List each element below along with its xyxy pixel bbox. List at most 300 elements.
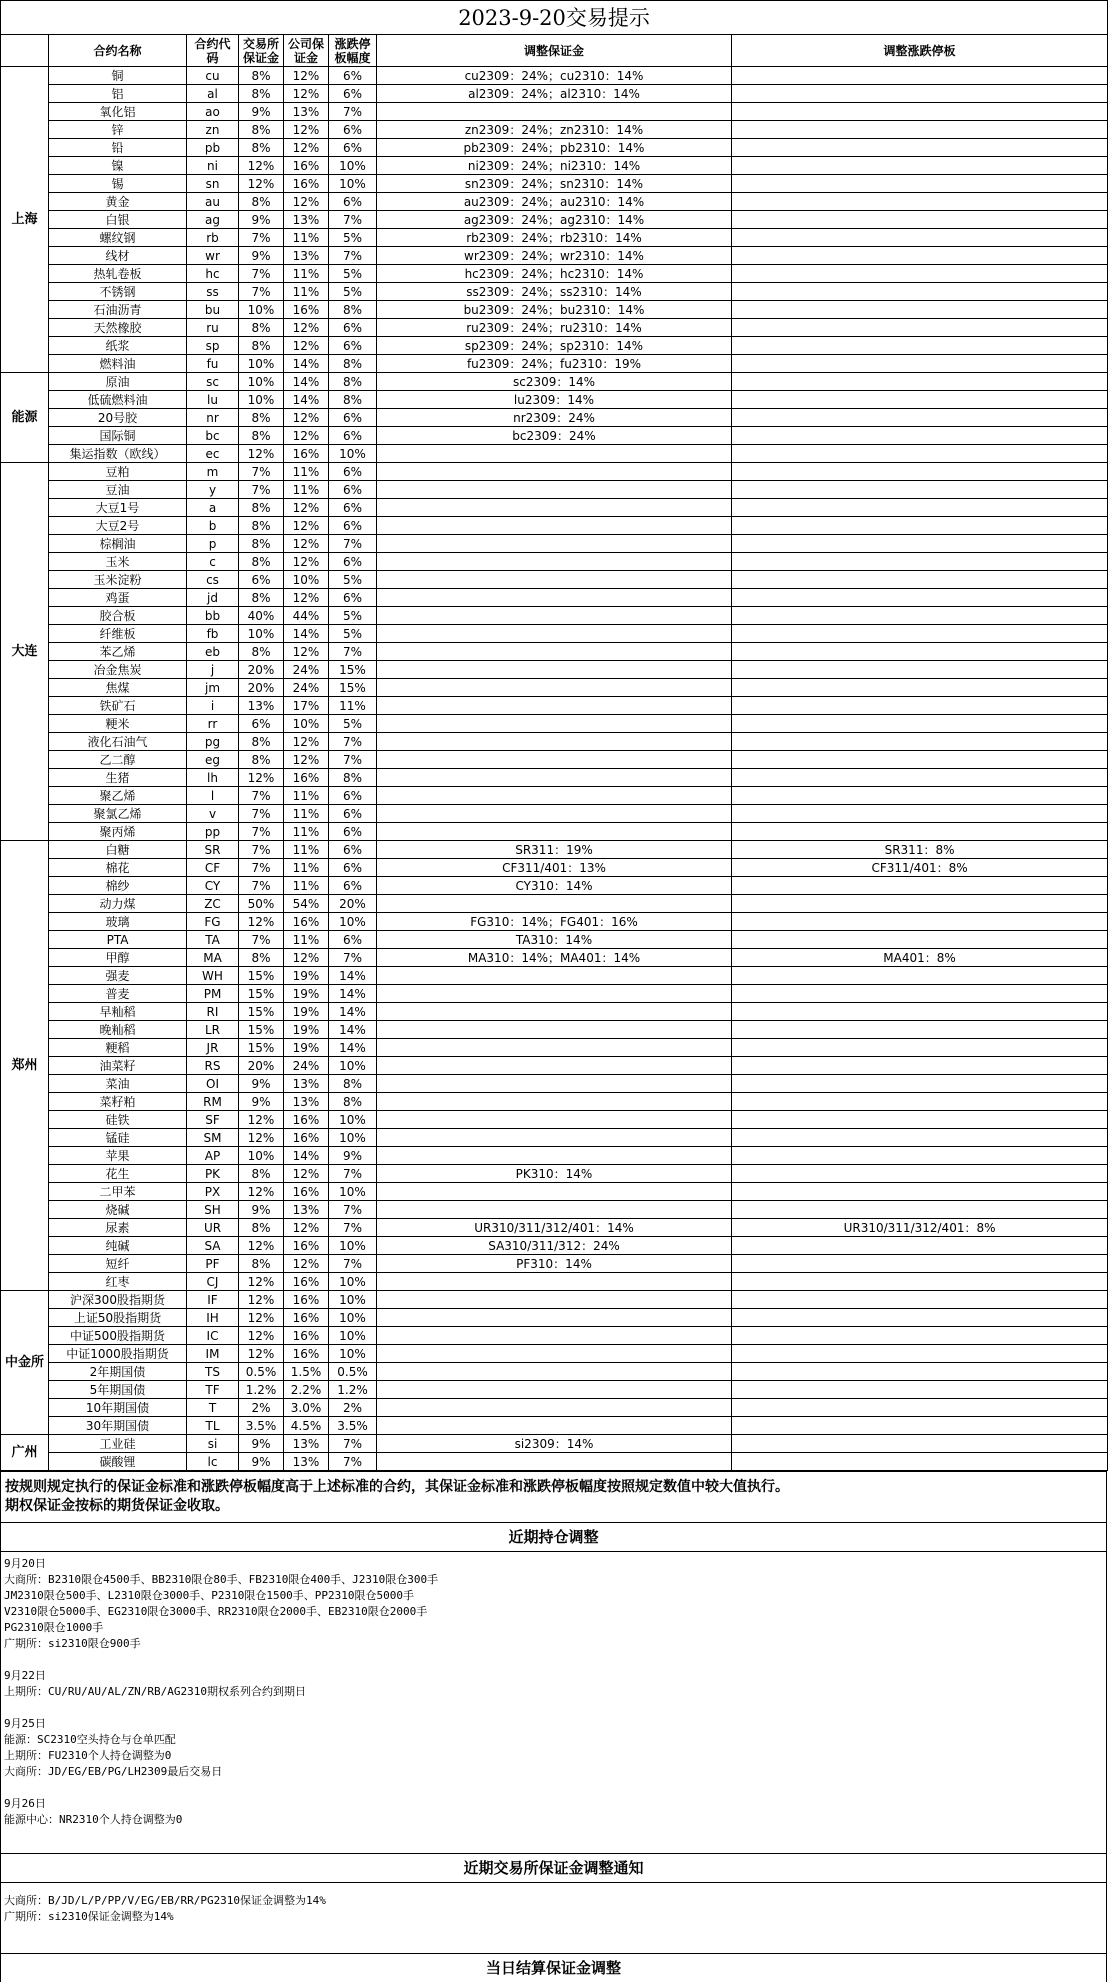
price-limit-cell: 7%	[329, 1453, 377, 1471]
price-limit-cell: 7%	[329, 751, 377, 769]
adjusted-margin-cell: PK310：14%	[377, 1165, 732, 1183]
adjusted-margin-cell: ss2309：24%；ss2310：14%	[377, 283, 732, 301]
positions-line: 上期所：CU/RU/AU/AL/ZN/RB/AG2310期权系列合约到期日	[4, 1684, 1103, 1700]
adjusted-margin-cell: sp2309：24%；sp2310：14%	[377, 337, 732, 355]
exchange-margin-cell: 8%	[239, 139, 284, 157]
adjusted-limit-cell	[732, 769, 1108, 787]
contract-row	[1, 391, 1108, 409]
exchange-margin-cell: 13%	[239, 697, 284, 715]
contract-name-cell: 硅铁	[49, 1111, 187, 1129]
company-margin-cell: 11%	[284, 283, 329, 301]
contract-name-cell: 焦煤	[49, 679, 187, 697]
price-limit-cell: 8%	[329, 355, 377, 373]
contract-name-cell: PTA	[49, 931, 187, 949]
contract-name-cell: 冶金焦炭	[49, 661, 187, 679]
company-margin-cell: 14%	[284, 625, 329, 643]
company-margin-cell: 12%	[284, 337, 329, 355]
adjusted-limit-cell	[732, 1201, 1108, 1219]
adjusted-margin-cell	[377, 463, 732, 481]
adjusted-margin-cell: sc2309：14%	[377, 373, 732, 391]
adjusted-margin-cell: CF311/401：13%	[377, 859, 732, 877]
header-contract-name: 合约名称	[49, 35, 187, 67]
contract-row	[1, 1291, 1108, 1309]
contract-name-cell: 锌	[49, 121, 187, 139]
adjusted-margin-cell	[377, 1129, 732, 1147]
contract-row	[1, 1399, 1108, 1417]
contract-name-cell: 普麦	[49, 985, 187, 1003]
contract-name-cell: 棉纱	[49, 877, 187, 895]
contract-code-cell: b	[187, 517, 239, 535]
contract-name-cell: 乙二醇	[49, 751, 187, 769]
company-margin-cell: 44%	[284, 607, 329, 625]
contract-code-cell: IH	[187, 1309, 239, 1327]
positions-line: PG2310限仓1000手	[4, 1620, 1103, 1636]
adjusted-limit-cell	[732, 247, 1108, 265]
adjusted-margin-cell	[377, 985, 732, 1003]
positions-section-title: 近期持仓调整	[1, 1523, 1107, 1552]
adjusted-limit-cell	[732, 571, 1108, 589]
contract-row	[1, 517, 1108, 535]
exchange-margin-cell: 8%	[239, 67, 284, 85]
adjusted-limit-cell	[732, 103, 1108, 121]
contract-row	[1, 913, 1108, 931]
contract-name-cell: 镍	[49, 157, 187, 175]
contract-name-cell: 聚氯乙烯	[49, 805, 187, 823]
contract-row	[1, 1093, 1108, 1111]
exchange-region-cell: 大连	[1, 463, 49, 841]
contract-code-cell: c	[187, 553, 239, 571]
exchange-margin-cell: 12%	[239, 1129, 284, 1147]
price-limit-cell: 14%	[329, 1039, 377, 1057]
adjusted-limit-cell	[732, 337, 1108, 355]
adjusted-margin-cell	[377, 1327, 732, 1345]
adjusted-margin-cell: SR311：19%	[377, 841, 732, 859]
company-margin-cell: 13%	[284, 103, 329, 121]
adjusted-margin-cell	[377, 1183, 732, 1201]
price-limit-cell: 14%	[329, 967, 377, 985]
price-limit-cell: 5%	[329, 265, 377, 283]
price-limit-cell: 7%	[329, 1165, 377, 1183]
company-margin-cell: 11%	[284, 841, 329, 859]
contract-code-cell: al	[187, 85, 239, 103]
company-margin-cell: 19%	[284, 1021, 329, 1039]
adjusted-margin-cell	[377, 823, 732, 841]
company-margin-cell: 12%	[284, 1219, 329, 1237]
contract-row	[1, 1327, 1108, 1345]
contract-code-cell: RS	[187, 1057, 239, 1075]
company-margin-cell: 12%	[284, 121, 329, 139]
company-margin-cell: 12%	[284, 589, 329, 607]
contract-code-cell: PK	[187, 1165, 239, 1183]
contract-code-cell: wr	[187, 247, 239, 265]
adjusted-margin-cell	[377, 1021, 732, 1039]
exchange-margin-cell: 10%	[239, 625, 284, 643]
adjusted-limit-cell	[732, 733, 1108, 751]
contract-code-cell: nr	[187, 409, 239, 427]
price-limit-cell: 7%	[329, 643, 377, 661]
exchange-margin-cell: 12%	[239, 175, 284, 193]
adjusted-margin-cell	[377, 1201, 732, 1219]
price-limit-cell: 6%	[329, 319, 377, 337]
price-limit-cell: 10%	[329, 1183, 377, 1201]
contract-code-cell: v	[187, 805, 239, 823]
company-margin-cell: 11%	[284, 877, 329, 895]
adjusted-margin-cell	[377, 697, 732, 715]
price-limit-cell: 10%	[329, 1273, 377, 1291]
exchange-margin-cell: 12%	[239, 1345, 284, 1363]
contract-row	[1, 283, 1108, 301]
company-margin-cell: 16%	[284, 1291, 329, 1309]
exchange-margin-cell: 7%	[239, 463, 284, 481]
adjusted-margin-cell	[377, 967, 732, 985]
price-limit-cell: 8%	[329, 1093, 377, 1111]
contract-code-cell: pp	[187, 823, 239, 841]
contract-code-cell: ag	[187, 211, 239, 229]
contract-name-cell: 菜油	[49, 1075, 187, 1093]
company-margin-cell: 10%	[284, 715, 329, 733]
contract-code-cell: y	[187, 481, 239, 499]
company-margin-cell: 19%	[284, 1039, 329, 1057]
contract-row	[1, 193, 1108, 211]
contract-code-cell: SA	[187, 1237, 239, 1255]
company-margin-cell: 12%	[284, 517, 329, 535]
exchange-margin-cell: 10%	[239, 391, 284, 409]
contract-code-cell: UR	[187, 1219, 239, 1237]
price-limit-cell: 5%	[329, 283, 377, 301]
adjusted-limit-cell	[732, 607, 1108, 625]
price-limit-cell: 9%	[329, 1147, 377, 1165]
adjusted-limit-cell	[732, 715, 1108, 733]
adjusted-limit-cell	[732, 967, 1108, 985]
company-margin-cell: 11%	[284, 787, 329, 805]
adjusted-margin-cell: au2309：24%；au2310：14%	[377, 193, 732, 211]
contract-row	[1, 1381, 1108, 1399]
company-margin-cell: 14%	[284, 1147, 329, 1165]
adjusted-limit-cell	[732, 193, 1108, 211]
contract-name-cell: 上证50股指期货	[49, 1309, 187, 1327]
contract-name-cell: 花生	[49, 1165, 187, 1183]
contract-name-cell: 铝	[49, 85, 187, 103]
contract-row	[1, 787, 1108, 805]
company-margin-cell: 19%	[284, 967, 329, 985]
price-limit-cell: 0.5%	[329, 1363, 377, 1381]
adjusted-margin-cell	[377, 1111, 732, 1129]
contract-row	[1, 733, 1108, 751]
positions-paragraph	[4, 1716, 1103, 1780]
contract-row	[1, 1435, 1108, 1453]
price-limit-cell: 6%	[329, 193, 377, 211]
adjusted-margin-cell	[377, 1003, 732, 1021]
contract-name-cell: 天然橡胶	[49, 319, 187, 337]
contract-row	[1, 1273, 1108, 1291]
contract-row	[1, 535, 1108, 553]
price-limit-cell: 14%	[329, 1003, 377, 1021]
adjusted-limit-cell	[732, 1237, 1108, 1255]
adjusted-limit-cell	[732, 1399, 1108, 1417]
contract-code-cell: jm	[187, 679, 239, 697]
adjusted-limit-cell	[732, 1075, 1108, 1093]
adjusted-margin-cell: ru2309：24%；ru2310：14%	[377, 319, 732, 337]
exchange-margin-cell: 20%	[239, 679, 284, 697]
contract-name-cell: 烧碱	[49, 1201, 187, 1219]
contract-code-cell: ZC	[187, 895, 239, 913]
price-limit-cell: 6%	[329, 787, 377, 805]
price-limit-cell: 6%	[329, 337, 377, 355]
contract-name-cell: 中证500股指期货	[49, 1327, 187, 1345]
contract-code-cell: i	[187, 697, 239, 715]
contract-name-cell: 聚乙烯	[49, 787, 187, 805]
contract-name-cell: 纯碱	[49, 1237, 187, 1255]
company-margin-cell: 16%	[284, 1129, 329, 1147]
exchange-margin-cell: 8%	[239, 535, 284, 553]
exchange-margin-cell: 15%	[239, 985, 284, 1003]
adjusted-limit-cell	[732, 481, 1108, 499]
contract-code-cell: IC	[187, 1327, 239, 1345]
price-limit-cell: 8%	[329, 1075, 377, 1093]
price-limit-cell: 5%	[329, 715, 377, 733]
exchange-margin-cell: 12%	[239, 1327, 284, 1345]
price-limit-cell: 10%	[329, 1345, 377, 1363]
exchange-margin-cell: 3.5%	[239, 1417, 284, 1435]
adjusted-margin-cell: hc2309：24%；hc2310：14%	[377, 265, 732, 283]
adjusted-limit-cell: SR311：8%	[732, 841, 1108, 859]
contract-name-cell: 液化石油气	[49, 733, 187, 751]
contract-row	[1, 1363, 1108, 1381]
exchange-margin-cell: 15%	[239, 967, 284, 985]
adjusted-limit-cell	[732, 1129, 1108, 1147]
adjusted-limit-cell	[732, 1381, 1108, 1399]
adjusted-margin-cell	[377, 1381, 732, 1399]
company-margin-cell: 19%	[284, 985, 329, 1003]
contract-code-cell: eb	[187, 643, 239, 661]
adjusted-margin-cell	[377, 607, 732, 625]
contract-name-cell: 苯乙烯	[49, 643, 187, 661]
positions-date: 9月20日	[4, 1556, 1103, 1572]
contract-row	[1, 1255, 1108, 1273]
margin-notice-title: 近期交易所保证金调整通知	[1, 1854, 1107, 1883]
contract-row	[1, 571, 1108, 589]
adjusted-margin-cell: CY310：14%	[377, 877, 732, 895]
exchange-margin-cell: 50%	[239, 895, 284, 913]
contract-name-cell: 铜	[49, 67, 187, 85]
exchange-region-cell: 上海	[1, 67, 49, 373]
adjusted-limit-cell	[732, 139, 1108, 157]
positions-date: 9月22日	[4, 1668, 1103, 1684]
adjusted-margin-cell: cu2309：24%；cu2310：14%	[377, 67, 732, 85]
contract-code-cell: a	[187, 499, 239, 517]
contract-name-cell: 线材	[49, 247, 187, 265]
adjusted-limit-cell	[732, 1165, 1108, 1183]
exchange-margin-cell: 12%	[239, 1237, 284, 1255]
adjusted-margin-cell	[377, 1291, 732, 1309]
rule-note-line: 按规则规定执行的保证金标准和涨跌停板幅度高于上述标准的合约，其保证金标准和涨跌停板幅度按照规定数值中较大值执行。	[5, 1478, 1102, 1497]
exchange-margin-cell: 7%	[239, 859, 284, 877]
header-adjusted-limit: 调整涨跌停板	[732, 35, 1108, 67]
company-margin-cell: 16%	[284, 1327, 329, 1345]
contract-row	[1, 967, 1108, 985]
contract-row	[1, 985, 1108, 1003]
price-limit-cell: 10%	[329, 1129, 377, 1147]
adjusted-limit-cell	[732, 1183, 1108, 1201]
exchange-margin-cell: 9%	[239, 1453, 284, 1471]
exchange-margin-cell: 7%	[239, 823, 284, 841]
exchange-margin-cell: 9%	[239, 1201, 284, 1219]
exchange-region-cell: 中金所	[1, 1291, 49, 1435]
price-limit-cell: 7%	[329, 1219, 377, 1237]
company-margin-cell: 11%	[284, 823, 329, 841]
exchange-margin-cell: 8%	[239, 499, 284, 517]
contract-name-cell: 大豆2号	[49, 517, 187, 535]
company-margin-cell: 3.0%	[284, 1399, 329, 1417]
contract-row	[1, 1003, 1108, 1021]
contract-name-cell: 玻璃	[49, 913, 187, 931]
exchange-margin-cell: 8%	[239, 553, 284, 571]
adjusted-margin-cell	[377, 733, 732, 751]
margin-notice-line: 广期所：si2310保证金调整为14%	[4, 1909, 1103, 1925]
price-limit-cell: 15%	[329, 661, 377, 679]
contract-row	[1, 265, 1108, 283]
contract-name-cell: 大豆1号	[49, 499, 187, 517]
contract-row	[1, 1417, 1108, 1435]
price-limit-cell: 6%	[329, 877, 377, 895]
contract-name-cell: 铅	[49, 139, 187, 157]
contract-name-cell: 红枣	[49, 1273, 187, 1291]
contract-row	[1, 607, 1108, 625]
contract-row	[1, 895, 1108, 913]
exchange-margin-cell: 7%	[239, 877, 284, 895]
contract-row	[1, 1111, 1108, 1129]
contract-row	[1, 445, 1108, 463]
contract-code-cell: OI	[187, 1075, 239, 1093]
contract-row	[1, 1075, 1108, 1093]
contract-code-cell: JR	[187, 1039, 239, 1057]
adjusted-limit-cell	[732, 157, 1108, 175]
adjusted-limit-cell	[732, 913, 1108, 931]
adjusted-margin-cell: zn2309：24%；zn2310：14%	[377, 121, 732, 139]
adjusted-limit-cell	[732, 589, 1108, 607]
adjusted-limit-cell	[732, 1309, 1108, 1327]
contract-row	[1, 931, 1108, 949]
exchange-margin-cell: 8%	[239, 949, 284, 967]
price-limit-cell: 7%	[329, 1201, 377, 1219]
company-margin-cell: 13%	[284, 1435, 329, 1453]
contract-row	[1, 463, 1108, 481]
adjusted-margin-cell	[377, 1273, 732, 1291]
contract-code-cell: bb	[187, 607, 239, 625]
price-limit-cell: 6%	[329, 67, 377, 85]
contract-code-cell: eg	[187, 751, 239, 769]
exchange-margin-cell: 20%	[239, 661, 284, 679]
exchange-margin-cell: 9%	[239, 1075, 284, 1093]
adjusted-margin-cell	[377, 679, 732, 697]
company-margin-cell: 4.5%	[284, 1417, 329, 1435]
positions-line: 上期所：FU2310个人持仓调整为0	[4, 1748, 1103, 1764]
exchange-margin-cell: 10%	[239, 1147, 284, 1165]
contract-name-cell: 螺纹钢	[49, 229, 187, 247]
adjusted-margin-cell: rb2309：24%；rb2310：14%	[377, 229, 732, 247]
adjusted-margin-cell	[377, 1093, 732, 1111]
exchange-margin-cell: 20%	[239, 1057, 284, 1075]
adjusted-limit-cell	[732, 1255, 1108, 1273]
contract-name-cell: 燃料油	[49, 355, 187, 373]
price-limit-cell: 6%	[329, 823, 377, 841]
adjusted-limit-cell	[732, 211, 1108, 229]
price-limit-cell: 7%	[329, 211, 377, 229]
company-margin-cell: 11%	[284, 805, 329, 823]
contract-name-cell: 集运指数（欧线）	[49, 445, 187, 463]
price-limit-cell: 7%	[329, 733, 377, 751]
company-margin-cell: 12%	[284, 139, 329, 157]
adjusted-margin-cell	[377, 625, 732, 643]
adjusted-margin-cell: ni2309：24%；ni2310：14%	[377, 157, 732, 175]
contract-code-cell: cu	[187, 67, 239, 85]
company-margin-cell: 16%	[284, 1111, 329, 1129]
contract-name-cell: 油菜籽	[49, 1057, 187, 1075]
contract-row	[1, 157, 1108, 175]
contract-row	[1, 67, 1108, 85]
exchange-margin-cell: 6%	[239, 715, 284, 733]
price-limit-cell: 10%	[329, 1237, 377, 1255]
contract-name-cell: 玉米淀粉	[49, 571, 187, 589]
contract-code-cell: l	[187, 787, 239, 805]
rule-note-line: 期权保证金按标的期货保证金收取。	[5, 1497, 1102, 1516]
exchange-margin-cell: 7%	[239, 481, 284, 499]
positions-date: 9月25日	[4, 1716, 1103, 1732]
company-margin-cell: 16%	[284, 1345, 329, 1363]
contract-row	[1, 859, 1108, 877]
contract-name-cell: 纤维板	[49, 625, 187, 643]
company-margin-cell: 16%	[284, 913, 329, 931]
contract-code-cell: LR	[187, 1021, 239, 1039]
contract-name-cell: 10年期国债	[49, 1399, 187, 1417]
positions-line: 能源：SC2310空头持仓与仓单匹配	[4, 1732, 1103, 1748]
company-margin-cell: 16%	[284, 175, 329, 193]
company-margin-cell: 54%	[284, 895, 329, 913]
company-margin-cell: 1.5%	[284, 1363, 329, 1381]
rule-note	[1, 1472, 1107, 1523]
contract-code-cell: TS	[187, 1363, 239, 1381]
price-limit-cell: 6%	[329, 841, 377, 859]
adjusted-limit-cell	[732, 931, 1108, 949]
adjusted-margin-cell: bu2309：24%；bu2310：14%	[377, 301, 732, 319]
exchange-margin-cell: 1.2%	[239, 1381, 284, 1399]
contract-row	[1, 427, 1108, 445]
adjusted-margin-cell	[377, 1453, 732, 1471]
adjusted-margin-cell	[377, 445, 732, 463]
adjusted-limit-cell	[732, 553, 1108, 571]
contract-name-cell: 菜籽粕	[49, 1093, 187, 1111]
contract-code-cell: PX	[187, 1183, 239, 1201]
adjusted-margin-cell: MA310：14%；MA401：14%	[377, 949, 732, 967]
company-margin-cell: 12%	[284, 949, 329, 967]
contract-code-cell: sc	[187, 373, 239, 391]
company-margin-cell: 16%	[284, 769, 329, 787]
company-margin-cell: 13%	[284, 1093, 329, 1111]
positions-paragraph	[4, 1796, 1103, 1828]
company-margin-cell: 12%	[284, 535, 329, 553]
price-limit-cell: 6%	[329, 931, 377, 949]
company-margin-cell: 16%	[284, 1237, 329, 1255]
price-limit-cell: 5%	[329, 625, 377, 643]
adjusted-margin-cell: ag2309：24%；ag2310：14%	[377, 211, 732, 229]
exchange-margin-cell: 7%	[239, 283, 284, 301]
positions-line: V2310限仓5000手、EG2310限仓3000手、RR2310限仓2000手、EB2310限仓2000手	[4, 1604, 1103, 1620]
exchange-margin-cell: 8%	[239, 1219, 284, 1237]
exchange-margin-cell: 8%	[239, 517, 284, 535]
contract-name-cell: 石油沥青	[49, 301, 187, 319]
notes-table	[0, 1471, 1107, 1982]
contract-row	[1, 409, 1108, 427]
